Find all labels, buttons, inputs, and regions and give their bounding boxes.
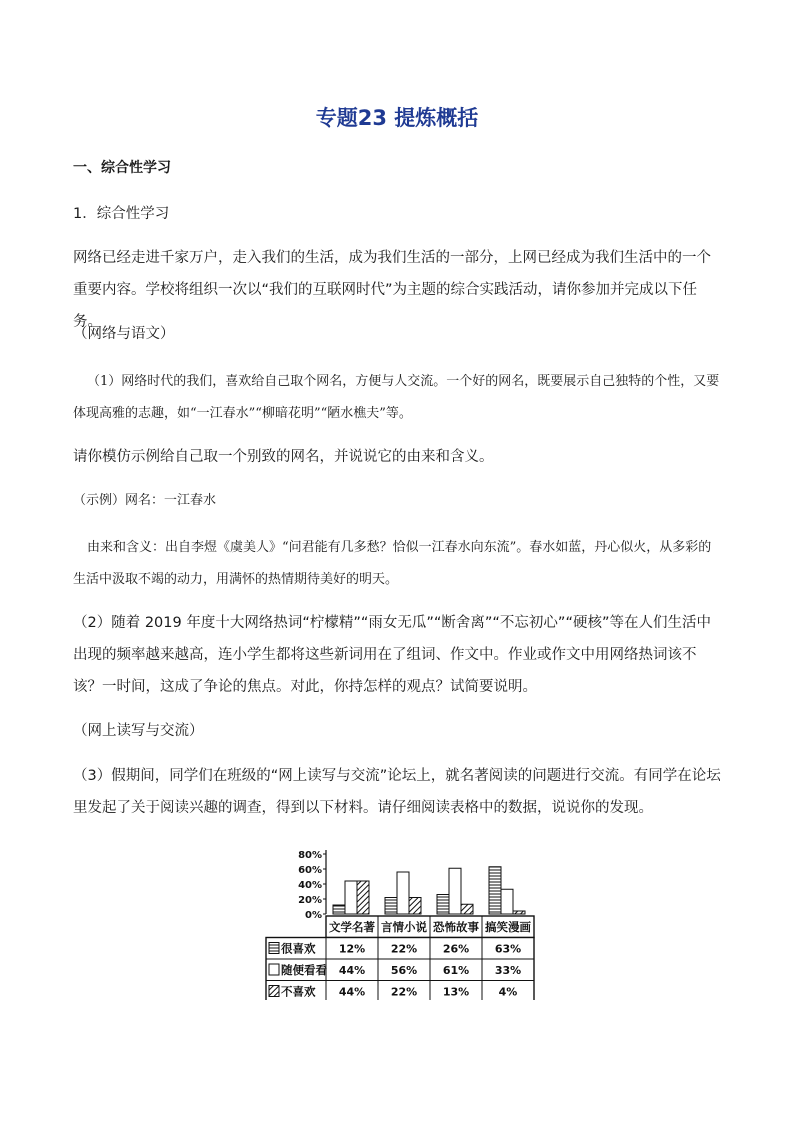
data-label: 33% [494, 964, 522, 977]
data-label: 13% [442, 985, 470, 999]
y-tick-label: 40% [298, 880, 322, 891]
bar-1-0 [345, 881, 357, 914]
bar-2-2 [461, 904, 473, 914]
bar-0-3 [489, 867, 501, 914]
bar-1-2 [449, 868, 461, 914]
legend-label: 很喜欢 [281, 941, 316, 956]
category-label: 言情小说 [381, 920, 427, 934]
question-heading: 1．综合性学习 [73, 206, 170, 222]
data-label: 56% [390, 964, 418, 977]
data-label: 44% [338, 964, 366, 977]
intro-paragraph: 网络已经走进千家万户，走入我们的生活，成为我们生活的一部分，上网已经成为我们生活中的一个重要内容。学校将组织一次以“我们的互联网时代”为主题的综合实践活动，请你参加并完成以下任务。 [73, 250, 711, 330]
data-label: 22% [390, 942, 418, 956]
question-1: （1）网络时代的我们，喜欢给自己取个网名，方便与人交流。一个好的网名，既要展示自己独特的个性，又要体现高雅的志趣，如“一江春水”“柳暗花明”“陋水樵夫”等。 [73, 374, 720, 421]
data-label: 4% [498, 985, 518, 999]
question-2: （2）随着 2019 年度十大网络热词“柠檬精”“雨女无瓜”“断舍离”“不忘初心”“硬核”等在人们生活中出现的频率越来越高，连小学生都将这些新词用在了组词、作文中。作业或作文中用网络热词该不该？一时间，这成了争论的焦点。对此，你持怎样的观点？试简要说明。 [73, 615, 711, 695]
category-label: 搞笑漫画 [485, 920, 531, 934]
category-label: 文学名著 [329, 920, 375, 934]
question-1-task: 请你模仿示例给自己取一个别致的网名，并说说它的由来和含义。 [73, 449, 494, 465]
bar-0-2 [437, 895, 449, 915]
bar-0-0 [333, 905, 345, 914]
y-tick-label: 0% [305, 910, 322, 921]
legend-label: 随便看看 [281, 963, 327, 977]
y-tick-label: 60% [298, 865, 322, 876]
example-meaning: 由来和含义：出自李煜《虞美人》“问君能有几多愁？恰似一江春水向东流”。春水如蓝，丹心似火，从多彩的生活中汲取不竭的动力，用满怀的热情期待美好的明天。 [73, 540, 712, 587]
question-3: （3）假期间，同学们在班级的“网上读写与交流”论坛上，就名著阅读的问题进行交流。有同学在论坛里发起了关于阅读兴趣的调查，得到以下材料。请仔细阅读表格中的数据，说说你的发现。 [73, 768, 721, 816]
legend-swatch [269, 964, 279, 975]
bar-2-0 [357, 881, 369, 914]
subheading-network-chinese: （网络与语文） [73, 326, 175, 342]
y-tick-label: 80% [298, 850, 322, 861]
legend-swatch [269, 986, 279, 997]
bar-0-1 [385, 898, 397, 915]
legend-label: 不喜欢 [281, 984, 316, 999]
bar-1-3 [501, 889, 513, 914]
section-heading: 一、综合性学习 [73, 160, 171, 176]
y-tick-label: 20% [298, 895, 322, 906]
bar-2-3 [513, 911, 525, 914]
data-label: 61% [442, 964, 470, 977]
legend-swatch [269, 943, 279, 954]
data-label: 63% [494, 942, 522, 956]
subheading-online-reading: （网上读写与交流） [73, 723, 204, 739]
data-label: 44% [338, 985, 366, 999]
data-label: 22% [390, 985, 418, 999]
reading-interest-chart [258, 842, 548, 1000]
example-name: （示例）网名：一江春水 [73, 493, 217, 508]
bar-1-1 [397, 872, 409, 914]
page-title: 专题23 提炼概括 [315, 106, 479, 130]
chart-svg [258, 842, 548, 1000]
bar-2-1 [409, 898, 421, 915]
category-label: 恐怖故事 [433, 920, 479, 934]
data-label: 12% [338, 942, 366, 956]
data-label: 26% [442, 942, 470, 956]
